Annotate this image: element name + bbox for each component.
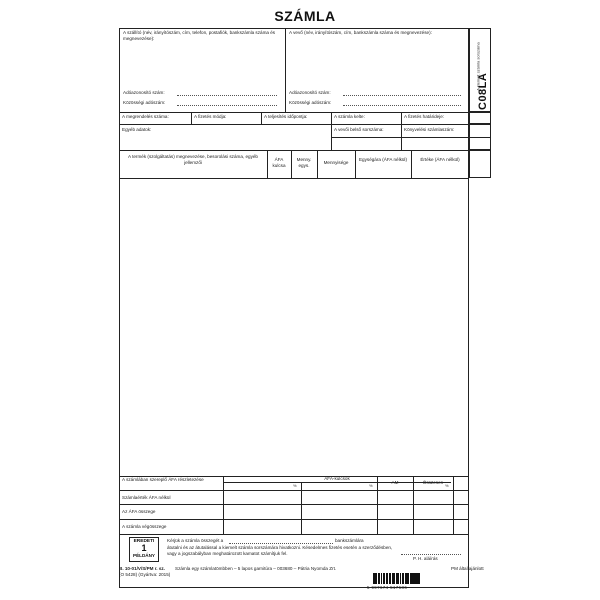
printer-sub: (O 5428) (Gyártva: 2015): [119, 572, 171, 577]
invoice-form: SZÁMLA A kiemelt számla sorszáma C08LA A szállító (név, irányítószám, cím, telefon, postafiók, bankszámla száma és megnevezése): Adóazonosító szám: Közösségi adószám: A vevő (név, irányítószám, cím, bankszámla száma és megnevezése): Adóazonosító szám: Közösségi adószám: A megrendelés száma: A fizetés módja: A teljesítés időpontja: A számla kelte: A fizetés határideje: Egyéb adatok: A vevői belső sorszáma: Könyvelési számlaszám: A termék (szolgáltatás) megnevezése, besorolási száma, egyéb jellemzői ÁFA kulcsa Menny. egys. Mennyisége Egységára (ÁFA nélkül) Értéke (ÁFA nélkül) ÁFA-kulcsok AM Összesen A számlában szereplő ÁFA részletezése % % % Számlaérték ÁFA nélkül Az ÁFA összege A számla végösszege EREDETI 1 PÉLDÁNY Kérjük a számla összegét a bankszámlára átutalni és az átutalással a kiemelt számla sorszámára hivatkozni. Késedelmes fizetés esetén a szerződésben, vagy a jogszabályban meghatározott kamatot számítjuk fel. P. H. aláírás B. 10-01/V/S/PM r. sz. Számla egy számlatömbben – 5 lapos garnitúra – 003680 – Pátria Nyomda Zrt. (O 5428) (Gyártva: 2015) PM által ajánlott 5 997674 517686: [105, 0, 505, 600]
stamp-signature-label: P. H. aláírás: [413, 556, 438, 561]
request-text: Kérjük a számla összegét a: [167, 538, 224, 543]
am-header: AM: [391, 480, 399, 485]
invoice-date-label: A számla kelte:: [334, 114, 365, 119]
buyer-eu-tax-id: Közösségi adószám:: [289, 100, 332, 105]
vat-amount-label: Az ÁFA összege: [122, 509, 156, 514]
due-date-label: A fizetés határideje:: [404, 114, 445, 119]
seller-tax-id: Adóazonosító szám:: [123, 90, 165, 95]
accounting-number-label: Könyvelési számlaszám:: [404, 127, 455, 132]
seller-eu-tax-id: Közösségi adószám:: [123, 100, 166, 105]
items-header-unit-price: Egységára (ÁFA nélkül): [358, 157, 407, 162]
total-header: Összesen: [422, 480, 444, 485]
invoice-title: SZÁMLA: [274, 8, 336, 24]
copy-badge: [129, 537, 159, 562]
vat-rates-header: ÁFA-kulcsok: [324, 476, 350, 481]
barcode-number: 5 997674 517686: [367, 585, 408, 590]
buyer-internal-number-label: A vevői belső sorszáma:: [334, 127, 384, 132]
items-header-quantity: Mennyisége: [323, 160, 349, 165]
items-header-vat-rate: ÁFA kulcsa: [272, 157, 286, 168]
items-body-area: [121, 180, 467, 474]
printer-code: B. 10-01/V/S/PM r. sz.: [119, 566, 165, 571]
buyer-label: A vevő (név, irányítószám, cím, bankszámla száma és megnevezése):: [289, 30, 432, 35]
bank-suffix: bankszámlára: [335, 538, 364, 543]
copy-label: EREDETI: [133, 539, 155, 544]
grand-total-label: A számla végösszege: [122, 524, 167, 529]
items-header-value: Értéke (ÁFA nélkül): [420, 157, 460, 162]
side-label: A kiemelt számla sorszáma: [475, 42, 481, 91]
recommended-by: PM által ajánlott: [451, 566, 484, 571]
other-data-label: Egyéb adatok:: [122, 127, 152, 132]
items-header-product: A termék (szolgáltatás) megnevezése, besorolási száma, egyéb jellemzői: [128, 154, 258, 165]
form-code: C08LA: [477, 72, 489, 110]
vat-breakdown-label: A számlában szereplő ÁFA részletezése: [122, 477, 204, 482]
buyer-tax-id: Adóazonosító szám:: [289, 90, 331, 95]
copy-sub: PÉLDÁNY: [133, 553, 155, 558]
transfer-terms: átutalni és az átutalással a kiemelt számla sorszámára hivatkozni. Késedelmes fizetés esetén a szerződésben,: [167, 545, 393, 550]
fulfillment-date-label: A teljesítés időpontja:: [264, 114, 308, 119]
seller-label: A szállító (név, irányítószám, cím, telefon, postafiók, bankszámla száma és megnevezése):: [123, 30, 276, 41]
items-header-unit: Menny. egys.: [296, 157, 312, 168]
interest-terms: vagy a jogszabályban meghatározott kamatot számítjuk fel.: [167, 551, 288, 556]
printer-description: Számla egy számlatömbben – 5 lapos garnitúra – 003680 – Pátria Nyomda Zrt.: [175, 566, 337, 571]
net-value-label: Számlaérték ÁFA nélkül: [122, 495, 171, 500]
party-divider: [285, 28, 286, 112]
barcode: [373, 573, 420, 584]
payment-method-label: A fizetés módja:: [194, 114, 227, 119]
order-number-label: A megrendelés száma:: [122, 114, 169, 119]
copy-number: 1: [141, 543, 147, 553]
